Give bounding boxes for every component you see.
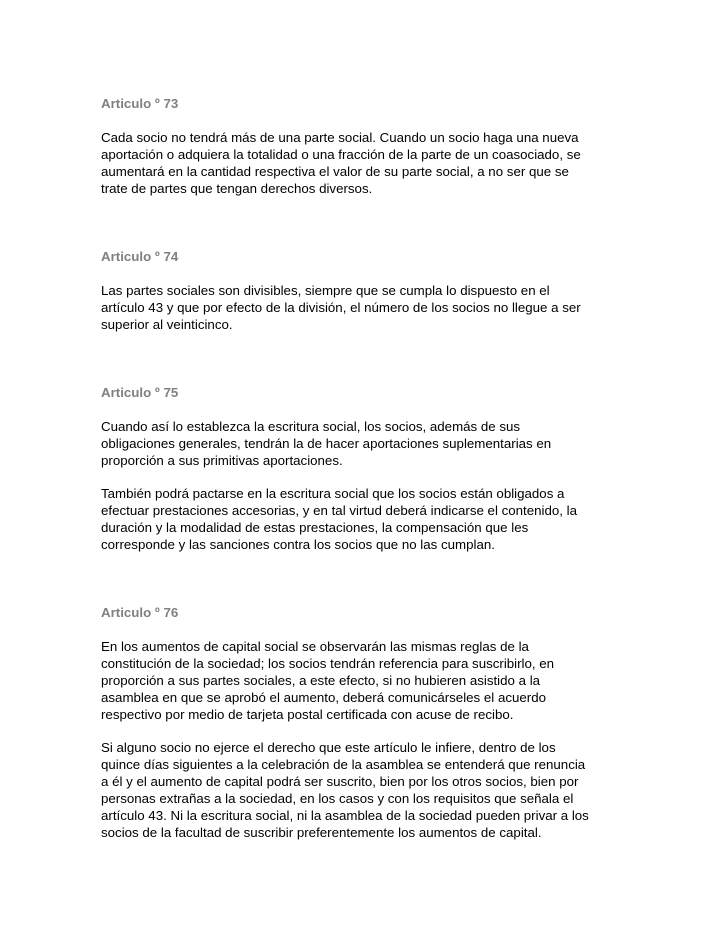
- article-paragraph: [101, 129, 641, 197]
- text-line: asamblea en que se aprobó el aumento, deberá comunicárseles el acuerdo: [101, 690, 546, 705]
- article-heading: Articulo º 75: [101, 385, 179, 400]
- text-line: aportación o adquiera la totalidad o una fracción de la parte de un coasociado, se: [101, 147, 581, 162]
- text-line: proporción a sus partes sociales, a este efecto, si no hubieren asistido a la: [101, 673, 541, 688]
- text-line: proporción a sus primitivas aportaciones.: [101, 453, 343, 468]
- text-line: artículo 43. Ni la escritura social, ni la asamblea de la sociedad pueden privar a los: [101, 808, 589, 823]
- text-line: a él y el aumento de capital podrá ser suscrito, bien por los otros socios, bien por: [101, 774, 579, 789]
- article-paragraph: [101, 418, 641, 469]
- article-heading: Articulo º 76: [101, 605, 179, 620]
- article-paragraph: [101, 739, 641, 841]
- text-line: respectivo por medio de tarjeta postal certificada con acuse de recibo.: [101, 707, 514, 722]
- document-page: [101, 95, 641, 841]
- text-line: corresponde y las sanciones contra los socios que no las cumplan.: [101, 537, 495, 552]
- text-line: Si alguno socio no ejerce el derecho que este artículo le infiere, dentro de los: [101, 740, 556, 755]
- article-paragraph: [101, 485, 641, 553]
- text-line: En los aumentos de capital social se observarán las mismas reglas de la: [101, 639, 529, 654]
- article-heading: Articulo º 74: [101, 249, 179, 264]
- article-paragraph: [101, 638, 641, 723]
- text-line: socios de la facultad de suscribir preferentemente los aumentos de capital.: [101, 825, 542, 840]
- text-line: Cuando así lo establezca la escritura social, los socios, además de sus: [101, 419, 521, 434]
- text-line: efectuar prestaciones accesorias, y en tal virtud deberá indicarse el contenido, la: [101, 503, 578, 518]
- text-line: duración y la modalidad de estas prestaciones, la compensación que les: [101, 520, 529, 535]
- text-line: superior al veinticinco.: [101, 317, 233, 332]
- text-line: trate de partes que tengan derechos diversos.: [101, 181, 373, 196]
- article-paragraph: [101, 282, 641, 333]
- text-line: quince días siguientes a la celebración de la asamblea se entenderá que renuncia: [101, 757, 586, 772]
- article-76: [101, 604, 641, 841]
- text-line: constitución de la sociedad; los socios tendrán referencia para suscribirlo, en: [101, 656, 555, 671]
- article-74: [101, 248, 641, 333]
- text-line: También podrá pactarse en la escritura social que los socios están obligados a: [101, 486, 565, 501]
- text-line: artículo 43 y que por efecto de la división, el número de los socios no llegue a ser: [101, 300, 581, 315]
- article-heading: Articulo º 73: [101, 96, 179, 111]
- text-line: aumentará en la cantidad respectiva el valor de su parte social, a no ser que se: [101, 164, 569, 179]
- text-line: Cada socio no tendrá más de una parte social. Cuando un socio haga una nueva: [101, 130, 579, 145]
- text-line: obligaciones generales, tendrán la de hacer aportaciones suplementarias en: [101, 436, 552, 451]
- text-line: personas extrañas a la sociedad, en los casos y con los requisitos que señala el: [101, 791, 574, 806]
- article-73: [101, 95, 641, 197]
- article-75: [101, 384, 641, 553]
- text-line: Las partes sociales son divisibles, siempre que se cumpla lo dispuesto en el: [101, 283, 550, 298]
